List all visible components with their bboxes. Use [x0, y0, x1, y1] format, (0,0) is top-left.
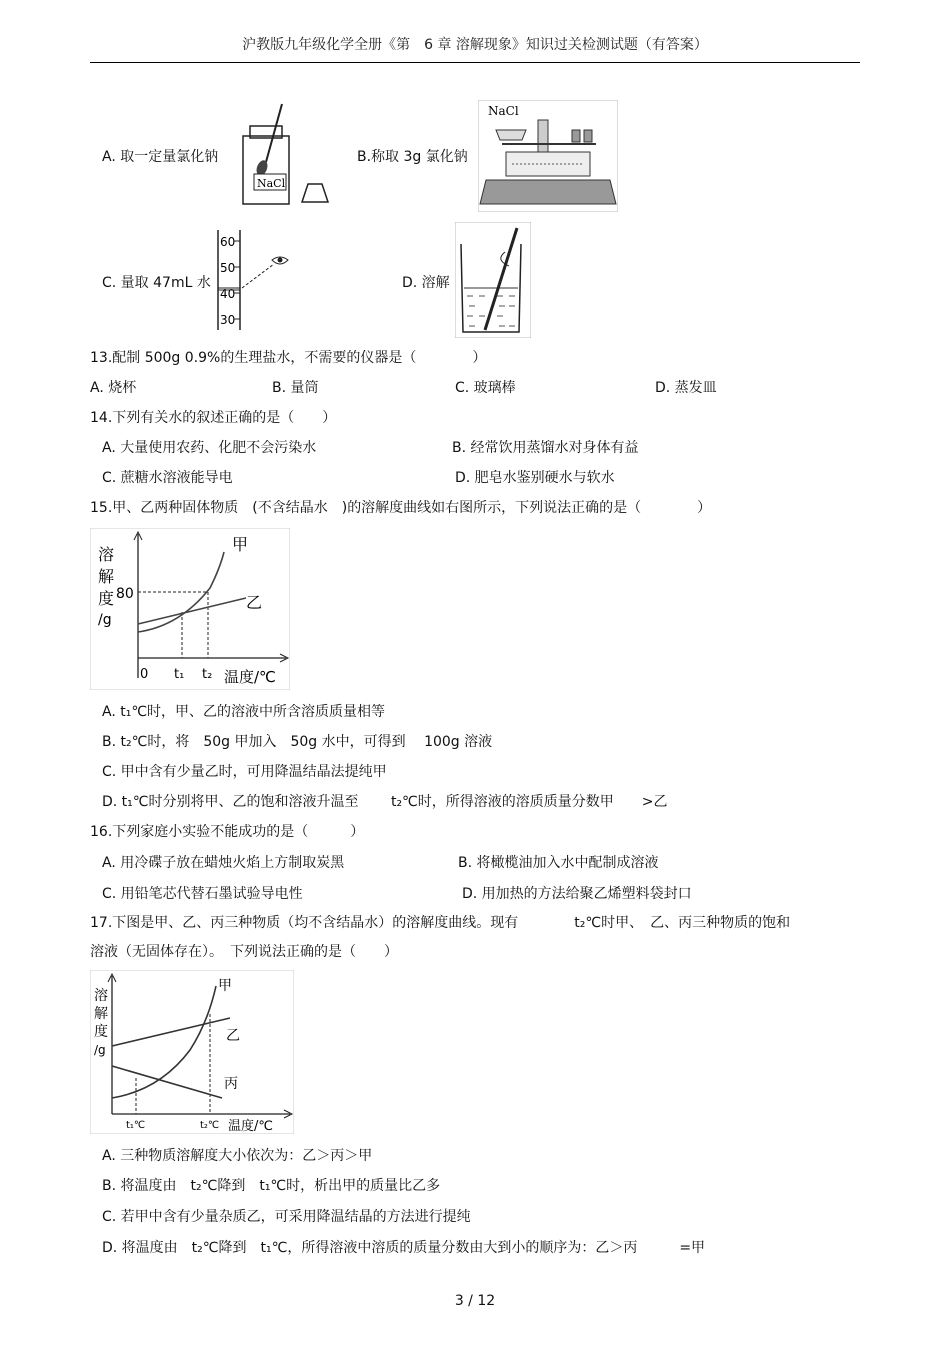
- series-label-yi: 乙: [226, 1028, 240, 1044]
- x-origin-label: 0: [140, 667, 149, 682]
- q14-option-b: B. 经常饮用蒸馏水对身体有益: [452, 440, 639, 456]
- nacl-label: NaCl: [257, 177, 286, 190]
- cylinder-tick-40: 40: [220, 287, 236, 301]
- page-number: 3 / 12: [454, 1293, 496, 1309]
- balance-nacl-label: NaCl: [488, 104, 519, 118]
- q14-stem: 14.下列有关水的叙述正确的是（ ）: [90, 410, 337, 426]
- q13-option-a: A. 烧杯: [90, 380, 137, 396]
- q15-option-a: A. t₁℃时，甲、乙的溶液中所含溶质质量相等: [102, 704, 386, 720]
- series-label-yi: 乙: [246, 593, 263, 612]
- series-label-bing: 丙: [224, 1076, 238, 1092]
- q13-option-d: D. 蒸发皿: [655, 380, 717, 396]
- q13-option-b: B. 量筒: [272, 380, 319, 396]
- series-label-jia: 甲: [232, 535, 249, 554]
- q16-option-c: C. 用铅笔芯代替石墨试验导电性: [102, 886, 303, 902]
- q17-option-b: B. 将温度由 t₂℃降到 t₁℃时，析出甲的质量比乙多: [102, 1178, 441, 1194]
- q13-stem: 13.配制 500g 0.9%的生理盐水，不需要的仪器是（ ）: [90, 350, 487, 366]
- q15-option-c: C. 甲中含有少量乙时，可用降温结晶法提纯甲: [102, 764, 387, 780]
- q16-option-b: B. 将橄榄油加入水中配制成溶液: [458, 855, 659, 871]
- q12-option-c: C. 量取 47mL 水: [102, 275, 211, 291]
- x-axis-label: 温度/℃: [224, 668, 276, 686]
- q17-solubility-chart: [90, 970, 294, 1134]
- q17-option-a: A. 三种物质溶解度大小依次为：乙＞丙＞甲: [102, 1148, 373, 1164]
- y-label-char-2: 解: [94, 1006, 108, 1022]
- q12-figure-a: [240, 102, 335, 208]
- q12-figure-d: [455, 222, 531, 338]
- y-label-char-1: 溶: [94, 988, 108, 1004]
- page-header: 沪教版九年级化学全册《第 6 章 溶解现象》知识过关检测试题（有答案）: [242, 37, 708, 53]
- series-label-jia: 甲: [218, 978, 232, 994]
- q15-stem: 15.甲、乙两种固体物质 (不含结晶水 )的溶解度曲线如右图所示，下列说法正确的是（ ）: [90, 500, 712, 516]
- q16-option-a: A. 用冷碟子放在蜡烛火焰上方制取炭黑: [102, 855, 345, 871]
- y-label-char-3: 度: [94, 1024, 108, 1040]
- q17-stem-line-1: 17.下图是甲、乙、丙三种物质（均不含结晶水）的溶解度曲线。现有 t₂℃时甲、 乙、丙三种物质的饱和: [90, 915, 791, 931]
- q13-option-c: C. 玻璃棒: [455, 380, 516, 396]
- q17-option-c: C. 若甲中含有少量杂质乙，可采用降温结晶的方法进行提纯: [102, 1209, 471, 1225]
- x-tick-t1: t₁℃: [126, 1120, 146, 1131]
- header-rule: [90, 62, 860, 63]
- q12-option-d: D. 溶解: [402, 275, 450, 291]
- y-tick-80: 80: [116, 586, 134, 602]
- q14-option-a: A. 大量使用农药、化肥不会污染水: [102, 440, 317, 456]
- q15-option-b: B. t₂℃时，将 50g 甲加入 50g 水中，可得到 100g 溶液: [102, 734, 493, 750]
- y-label-char-2: 解: [98, 567, 115, 586]
- y-label-unit: /g: [98, 612, 112, 628]
- y-label-unit: /g: [94, 1043, 106, 1057]
- q12-figure-c: [210, 230, 292, 330]
- q15-solubility-chart: [90, 528, 290, 690]
- y-label-char-1: 溶: [98, 545, 115, 564]
- q12-option-b: B.称取 3g 氯化钠: [357, 149, 468, 165]
- q17-option-d: D. 将温度由 t₂℃降到 t₁℃，所得溶液中溶质的质量分数由大到小的顺序为：乙＞丙 =甲: [102, 1240, 706, 1256]
- cylinder-tick-60: 60: [220, 235, 236, 249]
- q12-option-a: A. 取一定量氯化钠: [102, 149, 219, 165]
- x-tick-t1: t₁: [174, 667, 185, 682]
- q15-option-d: D. t₁℃时分别将甲、乙的饱和溶液升温至 t₂℃时，所得溶液的溶质质量分数甲 >乙: [102, 794, 668, 810]
- cylinder-tick-30: 30: [220, 313, 236, 327]
- y-label-char-3: 度: [98, 589, 115, 608]
- q16-option-d: D. 用加热的方法给聚乙烯塑料袋封口: [462, 886, 692, 902]
- q17-stem-line-2: 溶液（无固体存在）。 下列说法正确的是（ ）: [90, 944, 398, 960]
- x-tick-t2: t₂: [202, 667, 213, 682]
- x-axis-label: 温度/℃: [228, 1119, 273, 1134]
- q16-stem: 16.下列家庭小实验不能成功的是（ ）: [90, 824, 365, 840]
- x-tick-t2: t₂℃: [200, 1120, 220, 1131]
- q14-option-d: D. 肥皂水鉴别硬水与软水: [455, 470, 615, 486]
- cylinder-tick-50: 50: [220, 261, 236, 275]
- q14-option-c: C. 蔗糖水溶液能导电: [102, 470, 233, 486]
- q12-figure-b: [478, 100, 618, 212]
